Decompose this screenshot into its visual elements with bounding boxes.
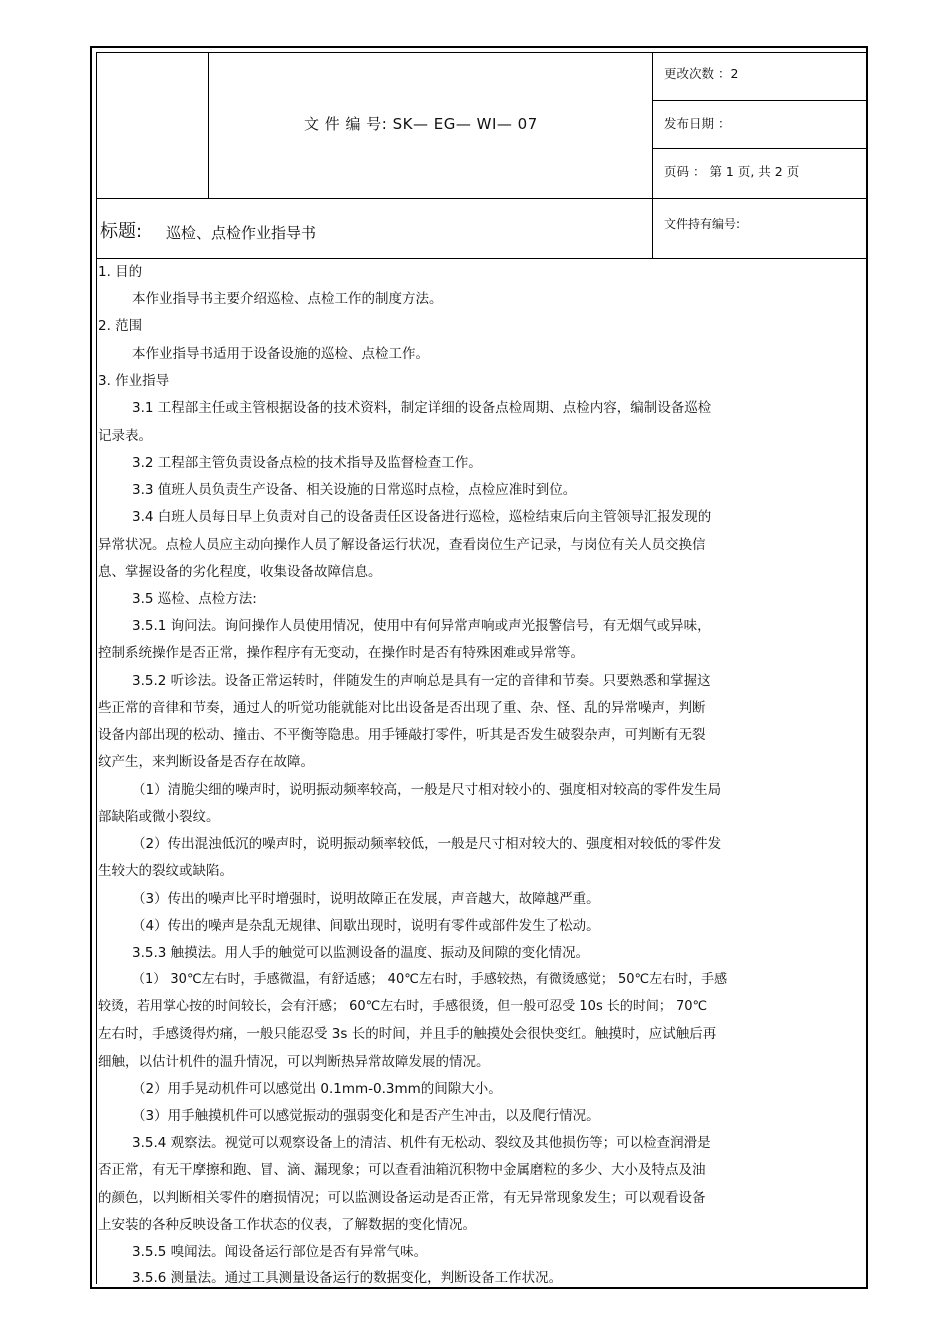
holder-number: 文件持有编号: <box>664 217 741 231</box>
inner-right-border <box>866 52 867 1284</box>
header-row-line-1 <box>652 100 866 101</box>
title-label: 标题: <box>100 221 143 242</box>
body-line: 3.5.5 嗅闻法。闻设备运行部位是否有异常气味。 <box>132 1244 428 1260</box>
body-line: 3. 作业指导 <box>98 373 170 389</box>
body-line: （3）传出的噪声比平时增强时，说明故障正在发展，声音越大，故障越严重。 <box>132 891 600 907</box>
body-line: 1. 目的 <box>98 264 143 280</box>
body-line: 部缺陷或微小裂纹。 <box>98 809 220 825</box>
body-line: 本作业指导书适用于设备设施的巡检、点检工作。 <box>132 346 429 362</box>
title-value: 巡检、点检作业指导书 <box>166 224 317 242</box>
title-bottom-line <box>96 258 866 259</box>
header-divider-left <box>208 52 209 198</box>
body-line: 3.5.4 观察法。视觉可以观察设备上的清洁、机件有无松动、裂纹及其他损伤等；可以检查润滑是 <box>132 1135 711 1151</box>
header-bottom-line <box>96 198 866 199</box>
header-divider-right <box>652 52 653 258</box>
body-line: 生较大的裂纹或缺陷。 <box>98 863 233 879</box>
body-line: 3.5 巡检、点检方法: <box>132 591 257 607</box>
body-line: 3.1 工程部主任或主管根据设备的技术资料，制定详细的设备点检周期、点检内容，编制设备巡检 <box>132 400 712 416</box>
body-line: 3.3 值班人员负责生产设备、相关设施的日常巡时点检，点检应准时到位。 <box>132 482 577 498</box>
header-row-line-2 <box>652 148 866 149</box>
body-line: 的颜色，以判断相关零件的磨损情况；可以监测设备运动是否正常，有无异常现象发生；可以观看设备 <box>98 1190 706 1206</box>
body-line: 异常状况。点检人员应主动向操作人员了解设备运行状况，查看岗位生产记录，与岗位有关人员交换信 <box>98 537 706 553</box>
body-line: 左右时，手感烫得灼痛，一般只能忍受 3s 长的时间，并且手的触摸处会很快变红。触摸时，应试触后再 <box>98 1026 717 1042</box>
page-info: 页码 ： 第 1 页, 共 2 页 <box>664 164 800 179</box>
body-line: 记录表。 <box>98 428 152 444</box>
document-number: 文 件 编 号: SK— EG— WI— 07 <box>304 115 538 133</box>
body-line: 较烫，若用掌心按的时间较长，会有汗感； 60℃左右时，手感很烫，但一般可忍受 10s 长的时间； 70℃ <box>98 999 708 1014</box>
body-line: 否正常，有无干摩擦和跑、冒、滴、漏现象；可以查看油箱沉积物中金属磨粒的多少、大小及特点及油 <box>98 1162 706 1178</box>
body-line: （4）传出的噪声是杂乱无规律、间歇出现时，说明有零件或部件发生了松动。 <box>132 918 600 934</box>
body-line: 2. 范围 <box>98 318 143 334</box>
issue-date: 发布日期 ： <box>664 116 731 131</box>
body-line: （3）用手触摸机件可以感觉振动的强弱变化和是否产生冲击，以及爬行情况。 <box>132 1108 600 1124</box>
body-line: 3.5.3 触摸法。用人手的触觉可以监测设备的温度、振动及间隙的变化情况。 <box>132 945 590 961</box>
body-line: 细触，以估计机件的温升情况，可以判断热异常故障发展的情况。 <box>98 1054 490 1070</box>
inner-left-border <box>96 52 97 1284</box>
body-line: 息、掌握设备的劣化程度，收集设备故障信息。 <box>98 564 382 580</box>
body-line: 上安装的各种反映设备工作状态的仪表，了解数据的变化情况。 <box>98 1217 476 1233</box>
body-line: 些正常的音律和节奏，通过人的听觉功能就能对比出设备是否出现了重、杂、怪、乱的异常噪声，判断 <box>98 700 706 716</box>
body-line: （1） 30℃左右时，手感微温，有舒适感； 40℃左右时，手感较热，有微烫感觉； 50℃左右时，手感 <box>132 972 728 987</box>
body-line: 设备内部出现的松动、撞击、不平衡等隐患。用手锤敲打零件，听其是否发生破裂杂声，可判断有无裂 <box>98 727 706 743</box>
body-line: 3.4 白班人员每日早上负责对自己的设备责任区设备进行巡检，巡检结束后向主管领导汇报发现的 <box>132 509 712 525</box>
body-line: （2）传出混浊低沉的噪声时，说明振动频率较低，一般是尺寸相对较大的、强度相对较低的零件发 <box>132 836 722 852</box>
inner-top-border <box>96 52 867 53</box>
body-line: （2）用手晃动机件可以感觉出 0.1mm-0.3mm的间隙大小。 <box>132 1081 502 1097</box>
body-line: 控制系统操作是否正常，操作程序有无变动，在操作时是否有特殊困难或异常等。 <box>98 645 584 661</box>
body-line: （1）清脆尖细的噪声时，说明振动频率较高，一般是尺寸相对较小的、强度相对较高的零件发生局 <box>132 782 722 798</box>
body-line: 3.5.2 听诊法。设备正常运转时，伴随发生的声响总是具有一定的音律和节奏。只要熟悉和掌握这 <box>132 673 711 689</box>
body-line: 3.5.6 测量法。通过工具测量设备运行的数据变化，判断设备工作状况。 <box>132 1270 563 1286</box>
body-line: 3.2 工程部主管负责设备点检的技术指导及监督检查工作。 <box>132 455 482 471</box>
body-line: 3.5.1 询问法。询问操作人员使用情况，使用中有何异常声响或声光报警信号，有无烟气或异味， <box>132 618 711 634</box>
revision-count: 更改次数 ：2 <box>664 66 739 81</box>
body-line: 纹产生，来判断设备是否存在故障。 <box>98 754 314 770</box>
body-line: 本作业指导书主要介绍巡检、点检工作的制度方法。 <box>132 291 443 307</box>
